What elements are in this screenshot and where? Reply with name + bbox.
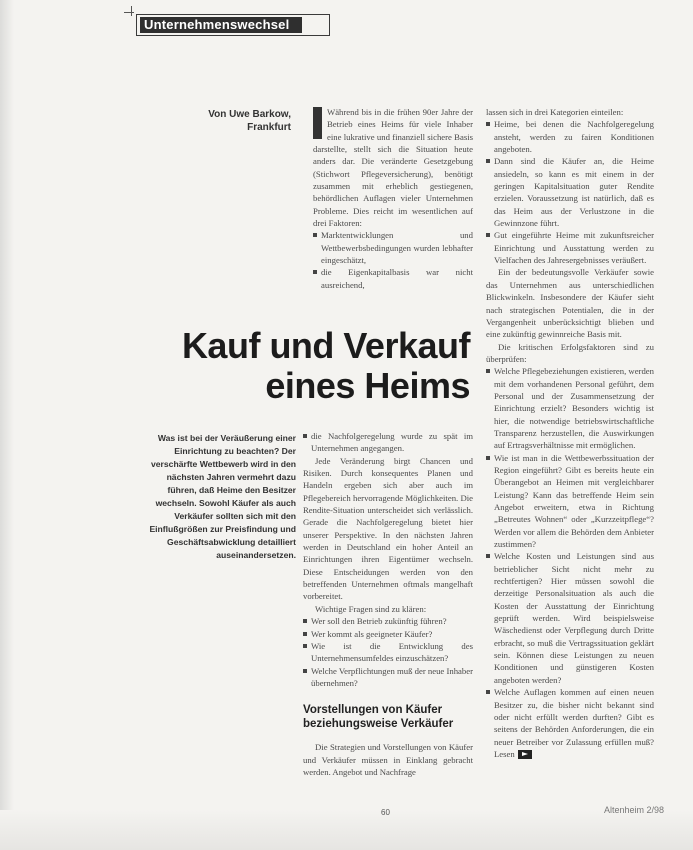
article-headline	[140, 326, 470, 406]
list-item: Wer soll den Betrieb zukünftig führen?	[303, 615, 473, 627]
page-number: 60	[381, 808, 390, 817]
byline	[208, 108, 291, 134]
list-item: die Eigenkapitalbasis war nicht ausreichend,	[313, 266, 473, 291]
body-paragraph: Ein der bedeutungsvolle Verkäufer sowie das Unternehmen aus unterschiedlichen Blickwinkeln. Insbesondere der Käufer sieht nach strategischen Potentialen, die in der Vergangenheit unberücksichtigt blieben und eine zukünftig gewinnreiche Basis mit.	[486, 267, 654, 340]
list-item: Marktentwicklungen und Wettbewerbsbedingungen wurden lebhafter eingeschätzt,	[313, 229, 473, 266]
list-item: Wie ist man in die Wettbewerbssituation der Region eingeführt? Gibt es bereits heute ein Überangebot an Heimen mit vergleichbarer Leistung? Kann das betreffende Heim sein Angebot erweitern, etwa in Richtung „Betreutes Wohnen“ oder „Kurzzeitpflege“? Werden vor allem die Behörden dem Anbieter zustimmen?	[486, 452, 654, 551]
intro-paragraph: Während bis in die frühen 90er Jahre der Betrieb eines Heims für viele Inhaber eine lukrative und finanziell sichere Basis darstellte, stellt sich die Situation heute anders dar. Die veränderte Gesetzgebung (Stichwort Pflegeversicherung), benötigt zusammen mit erheblich gestiegenen, behördlichen Auflagen vieler Unternehmen Probleme. Dies reicht im wesentlichen auf drei Faktoren:	[313, 107, 473, 229]
page-gutter-shadow	[0, 0, 14, 850]
list-item: Welche Verpflichtungen muß der neue Inhaber übernehmen?	[303, 665, 473, 690]
list-item: Welche Pflegebeziehungen existieren, werden mit dem vorhandenen Personal geführt, dem Personal und der Zusammensetzung der Einrichtung erzielt? Besonders wichtig ist hier, die notwendige betriebswirtschaftliche Transparenz herzustellen, die Auswirkungen auf Ertragsverhältnisse mit ermöglichen.	[486, 365, 654, 451]
section-subhead: Vorstellungen von Käufer beziehungsweise Verkäufer	[303, 704, 454, 731]
body-paragraph: Die Strategien und Vorstellungen von Käufer und Verkäufer müssen in Einklang gebracht werden. Angebot und Nachfrage	[303, 742, 473, 777]
section-label: Unternehmenswechsel	[140, 17, 302, 33]
headline-line-2: eines Heims	[265, 365, 470, 406]
section-header	[136, 14, 330, 36]
body-paragraph: Jede Veränderung birgt Chancen und Risiken. Durch konsequentes Planen und Handeln ergeben sich aber auch im Pflegebereich hervorragende Möglichkeiten. Die Rendite-Situation unterscheidet sich verlässlich. Gerade die Nachfolgeregelung bietet hier unserer Perspektive. In den nächsten Jahren werden in Deutschland ein hoher Anteil an Einrichtungen ihren Eigentümer wechseln. Diese Entscheidungen werden von den betreffenden Unternehmen oftmals mangelhaft vorbereitet.	[303, 455, 473, 602]
byline-city: Frankfurt	[247, 122, 291, 133]
article-lead: Was ist bei der Veräußerung einer Einrichtung zu beachten? Der verschärfte Wettbewerb wird in den nächsten Jahren vermehrt dazu führen, daß Heime den Besitzer wechseln. Sowohl Käufer als auch Verkäufer sollten sich mit den Einflußgrößen zur Preisfindung und Geschäftsabwicklung detailliert auseinandersetzen.	[149, 433, 296, 560]
headline-line-1: Kauf und Verkauf	[181, 325, 470, 366]
question-list	[303, 615, 473, 689]
list-item	[486, 686, 654, 760]
list-item: Wie ist die Entwicklung des Unternehmensumfeldes einzuschätzen?	[303, 640, 473, 665]
factors-intro: Die kritischen Erfolgsfaktoren sind zu überprüfen:	[486, 341, 654, 364]
list-item: Dann sind die Käufer an, die Heime ansiedeln, so kann es mit einem in der geringen Kapitalsituation guter Rendite erzielen. Voraussetzung ist natürlich, daß es das Heim aus der Verlustzone in die Gewinnzone führt.	[486, 155, 654, 229]
category-list	[486, 118, 654, 266]
crop-mark	[131, 6, 132, 16]
list-item: die Nachfolgeregelung wurde zu spät im Unternehmen angegangen.	[303, 430, 473, 455]
article-column-right	[486, 106, 654, 760]
journal-footer: Altenheim 2/98	[604, 805, 665, 815]
factor-list-continued	[303, 430, 473, 455]
factor-list	[313, 229, 473, 291]
success-factor-list	[486, 365, 654, 760]
list-item-text: Welche Auflagen kommen auf einen neuen Besitzer zu, die bisher nicht bekannt sind oder nicht erfüllt werden durften? Gibt es seitens der Behörden Anforderungen, die ein neuer Betreiber vor Zulassung erfüllen muß? Lesen	[494, 687, 654, 759]
page-bottom-shadow	[0, 810, 693, 850]
list-item: Gut eingeführte Heime mit zukunftsreicher Einrichtung und Ausstattung werden zu Vielfachen des Jahresergebnisses veräußert.	[486, 229, 654, 266]
questions-intro: Wichtige Fragen sind zu klären:	[315, 603, 427, 614]
byline-author: Von Uwe Barkow,	[208, 109, 291, 120]
list-item: Heime, bei denen die Nachfolgeregelung ansteht, werden zu fairen Konditionen angeboten.	[486, 118, 654, 155]
continue-arrow-icon	[518, 750, 532, 759]
article-column-middle-top	[313, 106, 473, 291]
article-column-middle-bottom	[303, 430, 473, 778]
list-item: Wer kommt als geeigneter Käufer?	[303, 628, 473, 640]
body-paragraph: lassen sich in drei Kategorien einteilen:	[486, 107, 624, 117]
list-item: Welche Kosten und Leistungen sind aus betrieblicher Sicht nicht mehr zu rechtfertigen? Hier müssen sowohl die derzeitige Personalsituation als auch die Kosten der Ausstattung der Einrichtung geprüft werden. Wird beispielsweise Wäschedienst oder Verpflegung durch Dritte erbracht, so muß die Vertragssituation geklärt sein. Können diese Leistungen zu neuen Konditionen und günstigeren Kosten angeboten werden?	[486, 550, 654, 686]
crop-mark	[124, 12, 134, 13]
drop-cap-block	[313, 107, 322, 139]
